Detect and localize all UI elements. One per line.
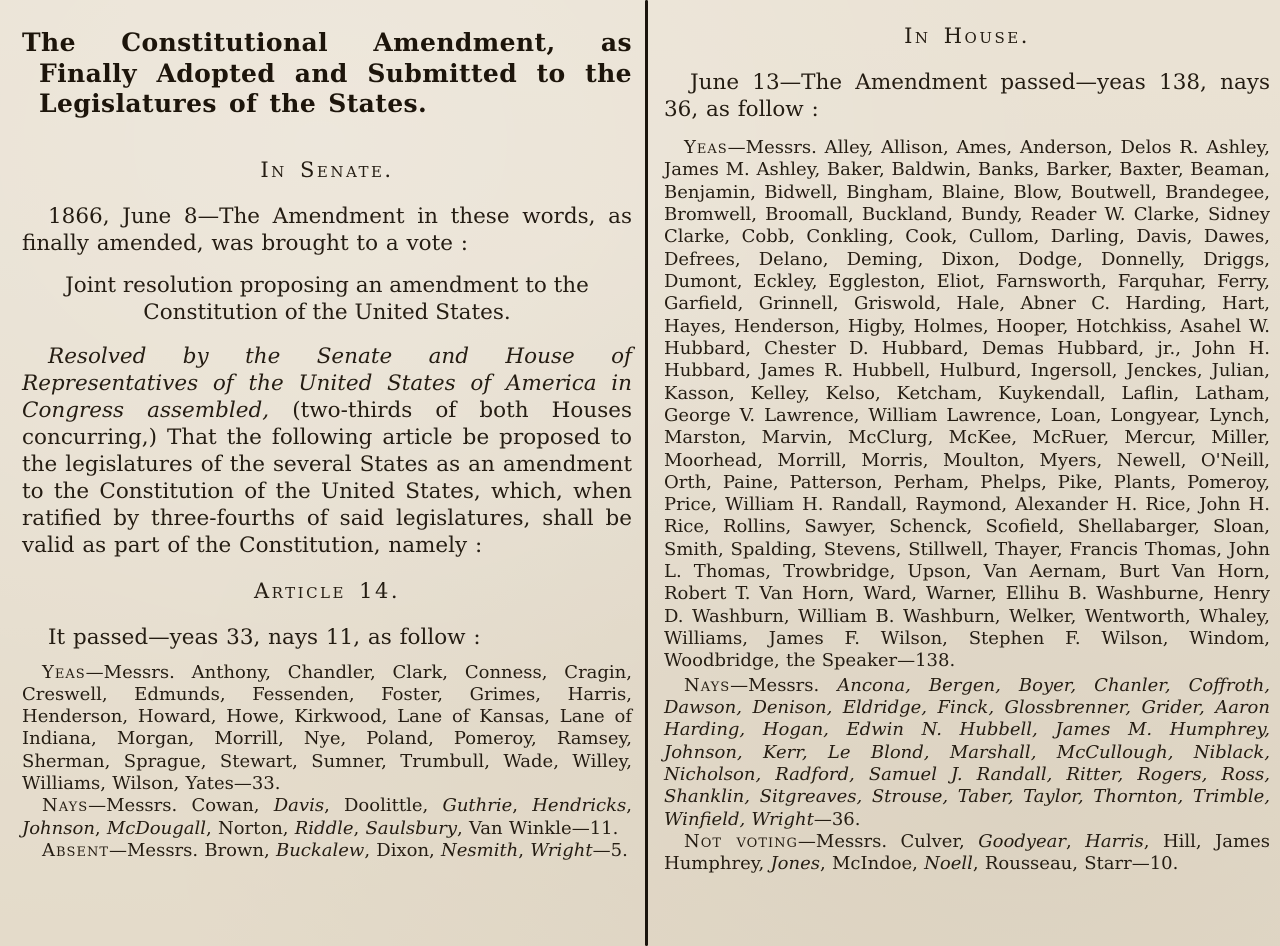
senate-vote-result-line: It passed—yeas 33, nays 11, as follow : <box>48 625 481 651</box>
document-title: The Constitutional Amendment, as Finally Adopted and Submitted to the Legislatures of the States. <box>22 28 632 118</box>
senate-intro-paragraph: 1866, June 8—The Amendment in these words, as finally amended, was brought to a vote : <box>22 203 632 256</box>
senate-heading: In Senate. <box>260 157 394 182</box>
senate-yeas-paragraph: Yeas—Messrs. Anthony, Chandler, Clark, Conness, Cragin, Creswell, Edmunds, Fessenden, Foster, Grimes, Harris, Henderson, Howard, Howe, Kirkwood, Lane of Kansas, Lane of Indiana, Morgan, Morrill, Nye, Poland, Pomeroy, Ramsey, Sherman, Sprague, Stewart, Sumner, Trumbull, Wade, Willey, Williams, Wilson, Yates—33. <box>22 661 632 795</box>
senate-absent-paragraph: Absent—Messrs. Brown, Buckalew, Dixon, Nesmith, Wright—5. <box>42 840 628 862</box>
house-yeas-paragraph: Yeas—Messrs. Alley, Allison, Ames, Anderson, Delos R. Ashley, James M. Ashley, Baker, Baldwin, Banks, Barker, Baxter, Beaman, Benjamin, Bidwell, Bingham, Blaine, Blow, Boutwell, Brandegee, Bromwell, Broomall, Buckland, Bundy, Reader W. Clarke, Sidney Clarke, Cobb, Conkling, Cook, Cullom, Darling, Davis, Dawes, Defrees, Delano, Deming, Dixon, Dodge, Donnelly, Driggs, Dumont, Eckley, Eggleston, Eliot, Farnsworth, Farquhar, Ferry, Garfield, Grinnell, Griswold, Hale, Abner C. Harding, Hart, Hayes, Henderson, Higby, Holmes, Hooper, Hotchkiss, Asahel W. Hubbard, Chester D. Hubbard, Demas Hubbard, jr., John H. Hubbard, James R. Hubbell, Hulburd, Ingersoll, Jenckes, Julian, Kasson, Kelley, Kelso, Ketcham, Kuykendall, Laflin, Latham, George V. Lawrence, William Lawrence, Loan, Longyear, Lynch, Marston, Marvin, McClurg, McKee, McRuer, Mercur, Miller, Moorhead, Morrill, Morris, Moulton, Myers, Newell, O'Neill, Orth, Paine, Patterson, Perham, Phelps, Pike, Plants, Pomeroy, Price, William H. Randall, Raymond, Alexander H. Rice, John H. Rice, Rollins, Sawyer, Schenck, Scofield, Shellabarger, Sloan, Smith, Spalding, Stevens, Stillwell, Thayer, Francis Thomas, John L. Thomas, Trowbridge, Upson, Van Aernam, Burt Van Horn, Robert T. Van Horn, Ward, Warner, Ellihu B. Washburne, Henry D. Washburn, William B. Washburn, Welker, Wentworth, Whaley, Williams, James F. Wilson, Stephen F. Wilson, Windom, Woodbridge, the Speaker—138. <box>664 137 1270 672</box>
joint-resolution-paragraph: Joint resolution proposing an amendment to the Constitution of the United States. <box>65 272 589 325</box>
right-column <box>664 0 1270 875</box>
house-heading: In House. <box>904 24 1030 48</box>
senate-nays-paragraph: Nays—Messrs. Cowan, Davis, Doolittle, Guthrie, Hendricks, Johnson, McDougall, Norton, Riddle, Saulsbury, Van Winkle—11. <box>22 795 632 839</box>
house-intro-paragraph: June 13—The Amendment passed—yeas 138, nays 36, as follow : <box>664 70 1270 123</box>
house-not-voting-paragraph: Not voting—Messrs. Culver, Goodyear, Harris, Hill, James Humphrey, Jones, McIndoe, Noell, Rousseau, Starr—10. <box>664 830 1270 875</box>
column-divider-rule <box>645 0 648 946</box>
article-heading: Article 14. <box>253 579 401 604</box>
house-nays-paragraph: Nays—Messrs. Ancona, Bergen, Boyer, Chanler, Coffroth, Dawson, Denison, Eldridge, Finck, Glossbrenner, Grider, Aaron Harding, Hogan, Edwin N. Hubbell, James M. Humphrey, Johnson, Kerr, Le Blond, Marshall, McCullough, Niblack, Nicholson, Radford, Samuel J. Randall, Ritter, Rogers, Ross, Shanklin, Sitgreaves, Strouse, Taber, Taylor, Thornton, Trimble, Winfield, Wright—36. <box>664 674 1271 830</box>
resolved-paragraph: Resolved by the Senate and House of Representatives of the United States of America in Congress assembled, (two-thirds of both Houses concurring,) That the following article be proposed to the legislatures of the several States as an amendment to the Constitution of the United States, which, when ratified by three-fourths of said legislatures, shall be valid as part of the Constitution, namely : <box>22 343 632 559</box>
left-column <box>22 0 632 862</box>
